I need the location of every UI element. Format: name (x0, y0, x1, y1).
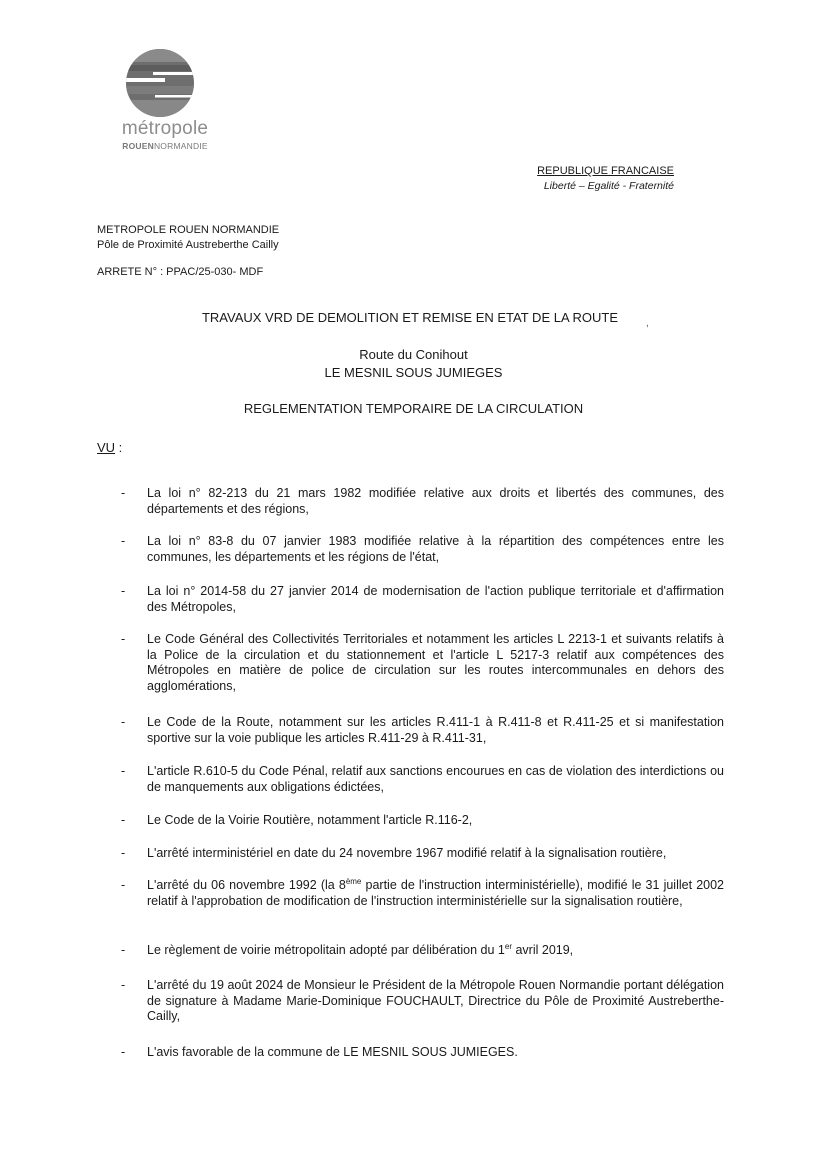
list-bullet: - (121, 486, 126, 500)
logo-subtitle (112, 141, 218, 151)
list-item-text: Le Code de la Voirie Routière, notamment l'article R.116-2, (147, 813, 473, 827)
list-bullet: - (121, 878, 126, 892)
list-item-text: La loi n° 83-8 du 07 janvier 1983 modifiée relative à la répartition des compétences entre les communes, les départements et les régions de l'état, (147, 534, 724, 564)
list-item-superscript: ème (345, 876, 362, 886)
list-item-text-b: avril 2019, (512, 943, 574, 957)
vu-heading (97, 440, 122, 455)
logo-subtitle-rouen: ROUEN (122, 141, 154, 151)
arrete-number: ARRETE N° : PPAC/25-030- MDF (97, 266, 264, 278)
metropole-logo-icon (125, 48, 195, 118)
scan-mark: , (646, 318, 649, 329)
issuer-name: METROPOLE ROUEN NORMANDIE (97, 224, 280, 236)
list-item-text: L'arrêté interministériel en date du 24 novembre 1967 modifié relatif à la signalisation routière, (147, 846, 667, 860)
regulation-heading: REGLEMENTATION TEMPORAIRE DE LA CIRCULATION (243, 401, 584, 416)
list-item-superscript: er (504, 941, 512, 951)
list-bullet: - (121, 764, 126, 778)
list-bullet: - (121, 846, 126, 860)
metropole-logo (110, 44, 220, 154)
list-item-text: La loi n° 82-213 du 21 mars 1982 modifiée relative aux droits et libertés des communes, des départements et des régions, (147, 486, 724, 516)
vu-colon: : (115, 440, 123, 455)
location-town: LE MESNIL SOUS JUMIEGES (324, 365, 503, 380)
list-item-text-a: L'arrêté du 06 novembre 1992 (la 8 (147, 878, 346, 892)
republic-header (537, 164, 674, 194)
list-item-text: La loi n° 2014-58 du 27 janvier 2014 de modernisation de l'action publique territoriale et d'affirmation des Métropoles, (147, 584, 724, 614)
list-item-text-a: Le règlement de voirie métropolitain adopté par délibération du 1 (147, 943, 505, 957)
logo-subtitle-normandie: NORMANDIE (153, 141, 208, 151)
list-item-text: L'article R.610-5 du Code Pénal, relatif aux sanctions encourues en cas de violation des interdictions ou de manquements aux obligations édictées, (147, 764, 724, 794)
vu-label: VU (97, 440, 116, 455)
list-bullet: - (121, 943, 126, 957)
list-item-text: L'arrêté du 19 août 2024 de Monsieur le Président de la Métropole Rouen Normandie portant délégation de signature à Madame Marie-Dominique FOUCHAULT, Directrice du Pôle de Proximité Austreberthe-Cailly, (147, 978, 724, 1023)
republic-motto: Liberté – Egalité - Fraternité (543, 180, 674, 192)
list-item-text: L'avis favorable de la commune de LE MESNIL SOUS JUMIEGES. (147, 1045, 518, 1059)
list-item-text: Le Code Général des Collectivités Territoriales et notamment les articles L 2213-1 et suivants relatifs à la Police de la circulation et du stationnement et l'article L 5217-3 relatif aux compétences des Métropoles en matière de police de circulation sur les routes intercommunales en dehors des agglomérations, (147, 632, 724, 693)
list-bullet: - (121, 978, 126, 992)
list-bullet: - (121, 1045, 126, 1059)
location-block (0, 346, 827, 382)
list-item-text (147, 878, 724, 909)
list-item-text (147, 943, 724, 959)
list-bullet: - (121, 584, 126, 598)
issuer-department: Pôle de Proximité Austreberthe Cailly (97, 239, 279, 251)
list-bullet: - (121, 632, 126, 646)
republic-name: REPUBLIQUE FRANCAISE (537, 165, 674, 177)
list-bullet: - (121, 715, 126, 729)
list-bullet: - (121, 534, 126, 548)
issuer-block (97, 223, 279, 253)
logo-wordmark: métropole (121, 118, 209, 139)
list-bullet: - (121, 813, 126, 827)
list-item-text: Le Code de la Route, notamment sur les articles R.411-1 à R.411-8 et R.411-25 et si manifestation sportive sur la voie publique les articles R.411-29 à R.411-31, (147, 715, 724, 745)
list-item-text-b: partie de l'instruction interministérielle), modifié le 31 juillet 2002 relatif à l'approbation de modification de l'instruction interministérielle sur la signalisation routière, (147, 878, 724, 908)
location-road: Route du Conihout (359, 347, 468, 362)
document-title: TRAVAUX VRD DE DEMOLITION ET REMISE EN ETAT DE LA ROUTE (201, 310, 619, 325)
